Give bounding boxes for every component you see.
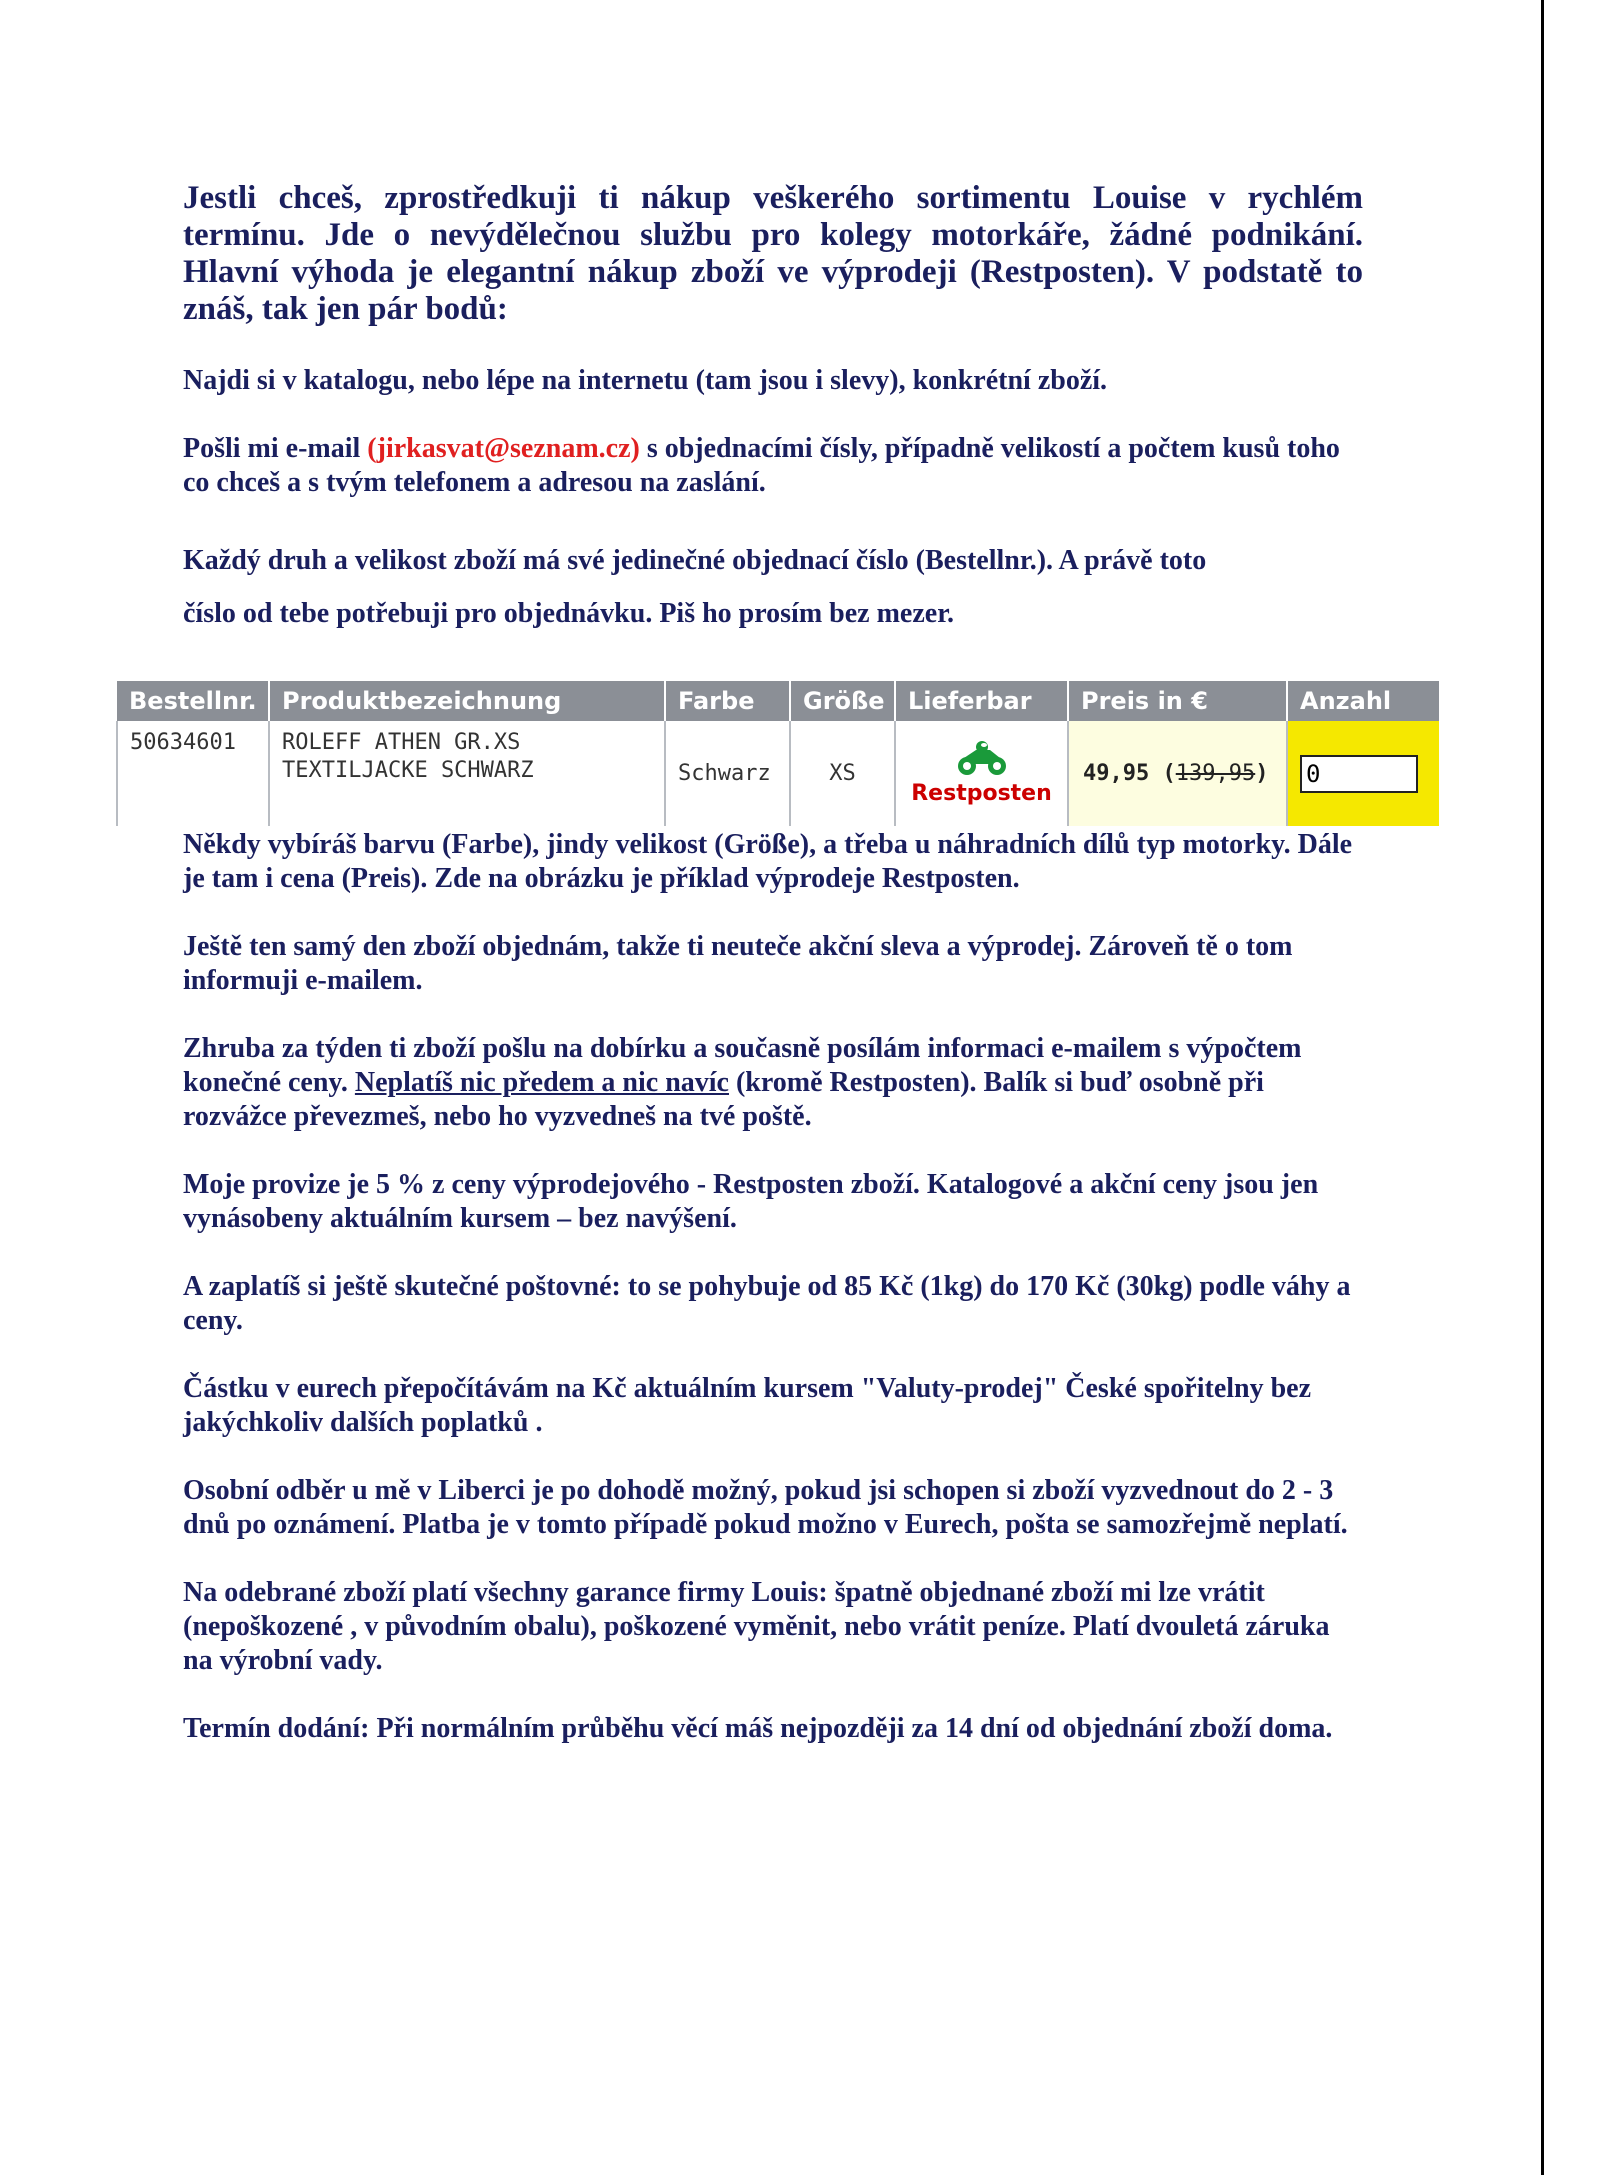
email-address[interactable]: (jirkasvat@seznam.cz) — [367, 433, 640, 464]
find-paragraph: Najdi si v katalogu, nebo lépe na internetu (tam jsou i slevy), konkrétní zboží. — [183, 365, 1108, 396]
delivery-paragraph — [183, 1032, 1363, 1134]
conversion-paragraph: Částku v eurech přepočítávám na Kč aktuálním kursem "Valuty-prodej" České spořitelny bez jakýchkoliv dalších poplatků . — [183, 1373, 1312, 1438]
order-number-line-1: Každý druh a velikost zboží má své jedinečné objednací číslo (Bestellnr.). A právě toto — [183, 545, 1207, 576]
cell-color: Schwarz — [665, 721, 790, 826]
cell-order-number: 50634601 — [117, 721, 269, 826]
restposten-label: Restposten — [911, 780, 1052, 806]
email-text-before: Pošli mi e-mail — [183, 433, 368, 464]
header-quantity: Anzahl — [1287, 681, 1439, 721]
price-new: 49,95 — [1083, 760, 1150, 786]
price-old: 139,95 — [1175, 760, 1256, 786]
product-name-line-1: ROLEFF ATHEN GR.XS — [282, 730, 521, 755]
header-product: Produktbezeichnung — [269, 681, 665, 721]
pickup-paragraph: Osobní odběr u mě v Liberci je po dohodě možný, pokud jsi schopen si zboží vyzvednout do 2 - 3 dnů po oznámení. Platba je v tomto případě pokud možno v Eurech, pošta se samozřejmě neplatí. — [183, 1475, 1348, 1540]
delivery-text-before: Zhruba za týden ti zboží pošlu na dobírku a současně posílám informaci e-mailem s výpočtem konečné ceny. — [183, 1033, 1302, 1098]
commission-paragraph: Moje provize je 5 % z ceny výprodejového - Restposten zboží. Katalogové a akční ceny jsou jen vynásobeny aktuálním kursem – bez navýšení. — [183, 1169, 1319, 1234]
product-name-line-2: TEXTILJACKE SCHWARZ — [282, 758, 534, 783]
order-number-paragraph — [183, 534, 1363, 640]
cell-price: 49,95 (139,95) — [1068, 721, 1287, 826]
cell-size: XS — [790, 721, 895, 826]
page-edge-line — [1541, 0, 1544, 2175]
intro-section — [183, 180, 1363, 640]
motorcycle-icon — [956, 740, 1008, 776]
cell-product[interactable] — [269, 721, 665, 826]
header-color: Farbe — [665, 681, 790, 721]
intro-paragraph: Jestli chceš, zprostředkuji ti nákup veškerého sortimentu Louise v rychlém termínu. Jde o nevýdělečnou službu pro kolegy motorkáře, žádné podnikání. Hlavní výhoda je elegantní nákup zboží ve výprodeji (Restposten). V podstatě to znáš, tak jen pár bodů: — [183, 180, 1363, 327]
header-price: Preis in € — [1068, 681, 1287, 721]
cell-availability — [895, 721, 1068, 826]
variants-paragraph: Někdy vybíráš barvu (Farbe), jindy velikost (Größe), a třeba u náhradních dílů typ motorky. Dále je tam i cena (Preis). Zde na obrázku je příklad výprodeje Restposten. — [183, 829, 1353, 894]
header-availability: Lieferbar — [895, 681, 1068, 721]
delivery-term-paragraph: Termín dodání: Při normálním průběhu věcí máš nejpozději za 14 dní od objednání zboží doma. — [183, 1713, 1333, 1744]
delivery-text-after: (kromě Restposten). Balík si buď osobně při rozvážce převezmeš, nebo ho vyzvedneš na tvé poště. — [183, 1067, 1264, 1132]
guarantee-paragraph: Na odebrané zboží platí všechny garance firmy Louis: špatně objednané zboží mi lze vrátit (nepoškozené , v původním obalu), poškozené vyměnit, nebo vrátit peníze. Platí dvouletá záruka na výrobní vady. — [183, 1577, 1330, 1676]
shop-product-table — [116, 681, 1440, 826]
same-day-paragraph: Ještě ten samý den zboží objednám, takže ti neuteče akční sleva a výprodej. Zároveň tě o tom informuji e-mailem. — [183, 931, 1293, 996]
header-order-number: Bestellnr. — [117, 681, 269, 721]
quantity-input[interactable] — [1300, 755, 1418, 793]
details-section — [183, 828, 1363, 1746]
no-prepayment-text: Neplatíš nic předem a nic navíc — [354, 1067, 729, 1098]
cell-quantity — [1287, 721, 1439, 826]
table-header-row — [117, 681, 1439, 721]
email-text-after: s objednacími čísly, případně velikostí a počtem kusů toho co chceš a s tvým telefonem a adresou na zaslání. — [183, 433, 1340, 498]
postage-paragraph: A zaplatíš si ještě skutečné poštovné: to se pohybuje od 85 Kč (1kg) do 170 Kč (30kg) podle váhy a ceny. — [183, 1271, 1351, 1336]
order-number-line-2: číslo od tebe potřebuji pro objednávku. Piš ho prosím bez mezer. — [183, 598, 955, 629]
email-paragraph — [183, 432, 1363, 500]
table-row — [117, 721, 1439, 826]
header-size: Größe — [790, 681, 895, 721]
